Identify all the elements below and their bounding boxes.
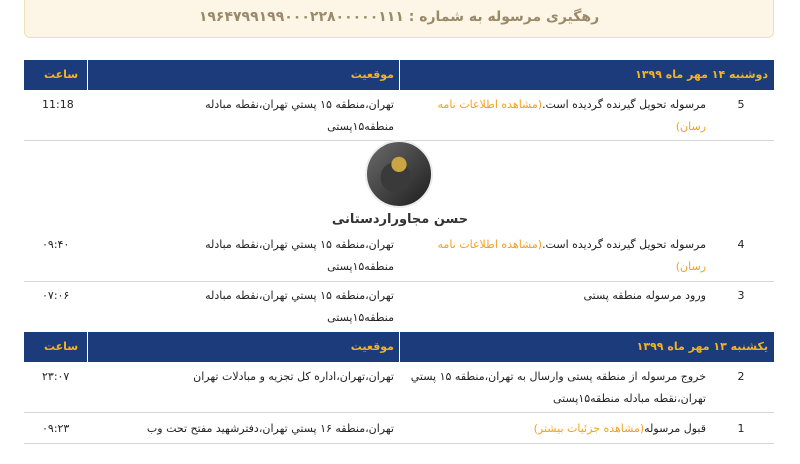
event-time: ۰۹:۲۳ — [42, 422, 70, 435]
row-divider — [24, 412, 774, 413]
time-column-header: ساعت — [44, 68, 79, 81]
table-row — [24, 234, 774, 280]
table-row — [24, 366, 774, 410]
event-location: تهران،منطقه ۱۵ پستي تهران،نقطه مبادله منطقه۱۵پستی — [205, 289, 394, 324]
event-time: ۰۷:۰۶ — [42, 289, 70, 302]
event-status: خروج مرسوله از منطقه پستی وارسال به تهران،منطقه ۱۵ پستي تهران،نقطه مبادله منطقه۱۵پستی — [410, 370, 706, 405]
event-status — [406, 285, 706, 307]
event-location: تهران،منطقه ۱۶ پستي تهران،دفترشهید مفتح تحت وب — [146, 422, 394, 435]
view-postman-info-link[interactable]: (مشاهده اطلاعات نامه رسان) — [437, 98, 706, 133]
column-separator — [87, 60, 88, 90]
event-time: ۲۳:۰۷ — [42, 370, 70, 383]
row-divider — [24, 281, 774, 282]
courier-avatar — [365, 140, 433, 208]
day-date: دوشنبه ۱۴ مهر ماه ۱۳۹۹ — [635, 68, 768, 81]
event-number: 4 — [737, 238, 745, 251]
day-header — [24, 60, 774, 90]
event-status-text: ورود مرسوله منطقه پستی — [583, 289, 706, 302]
tracking-banner — [24, 0, 774, 38]
event-status-text: مرسوله تحویل گیرنده گردیده است. — [542, 238, 706, 251]
view-more-details-link[interactable]: (مشاهده جزئیات بیشتر) — [533, 422, 645, 435]
tracking-title: رهگیری مرسوله به شماره : ۱۹۶۴۷۹۹۱۹۹۰۰۰۲۲۸۰۰۰۰۰۱۱۱ — [198, 9, 600, 25]
location-column-header: موقعیت — [350, 340, 394, 353]
event-location: تهران،منطقه ۱۵ پستي تهران،نقطه مبادله منطقه۱۵پستی — [205, 238, 394, 273]
event-time: 11:18 — [42, 98, 74, 111]
table-row — [24, 418, 774, 444]
event-status — [406, 418, 706, 440]
event-number: 5 — [737, 98, 745, 111]
table-row — [24, 285, 774, 329]
row-divider — [24, 443, 774, 444]
view-postman-info-link[interactable]: (مشاهده اطلاعات نامه رسان) — [437, 238, 706, 273]
event-status — [406, 234, 706, 278]
event-location: تهران،تهران،اداره کل تجزیه و مبادلات تهران — [193, 370, 394, 383]
table-row — [24, 94, 774, 140]
location-column-header: موقعیت — [350, 68, 394, 81]
event-number: 2 — [737, 370, 745, 383]
event-location: تهران،منطقه ۱۵ پستي تهران،نقطه مبادله منطقه۱۵پستی — [205, 98, 394, 133]
event-time: ۰۹:۴۰ — [42, 238, 70, 251]
event-status-text: قبول مرسوله — [644, 422, 706, 435]
event-number: 1 — [737, 422, 745, 435]
day-header — [24, 332, 774, 362]
event-status — [406, 94, 706, 138]
day-date: یکشنبه ۱۳ مهر ماه ۱۳۹۹ — [636, 340, 768, 353]
event-status-text: مرسوله تحویل گیرنده گردیده است. — [542, 98, 706, 111]
time-column-header: ساعت — [44, 340, 79, 353]
column-separator — [399, 60, 400, 90]
courier-name: حسن مجاوراردستانی — [331, 212, 469, 227]
column-separator — [87, 332, 88, 362]
event-number: 3 — [737, 289, 745, 302]
column-separator — [399, 332, 400, 362]
